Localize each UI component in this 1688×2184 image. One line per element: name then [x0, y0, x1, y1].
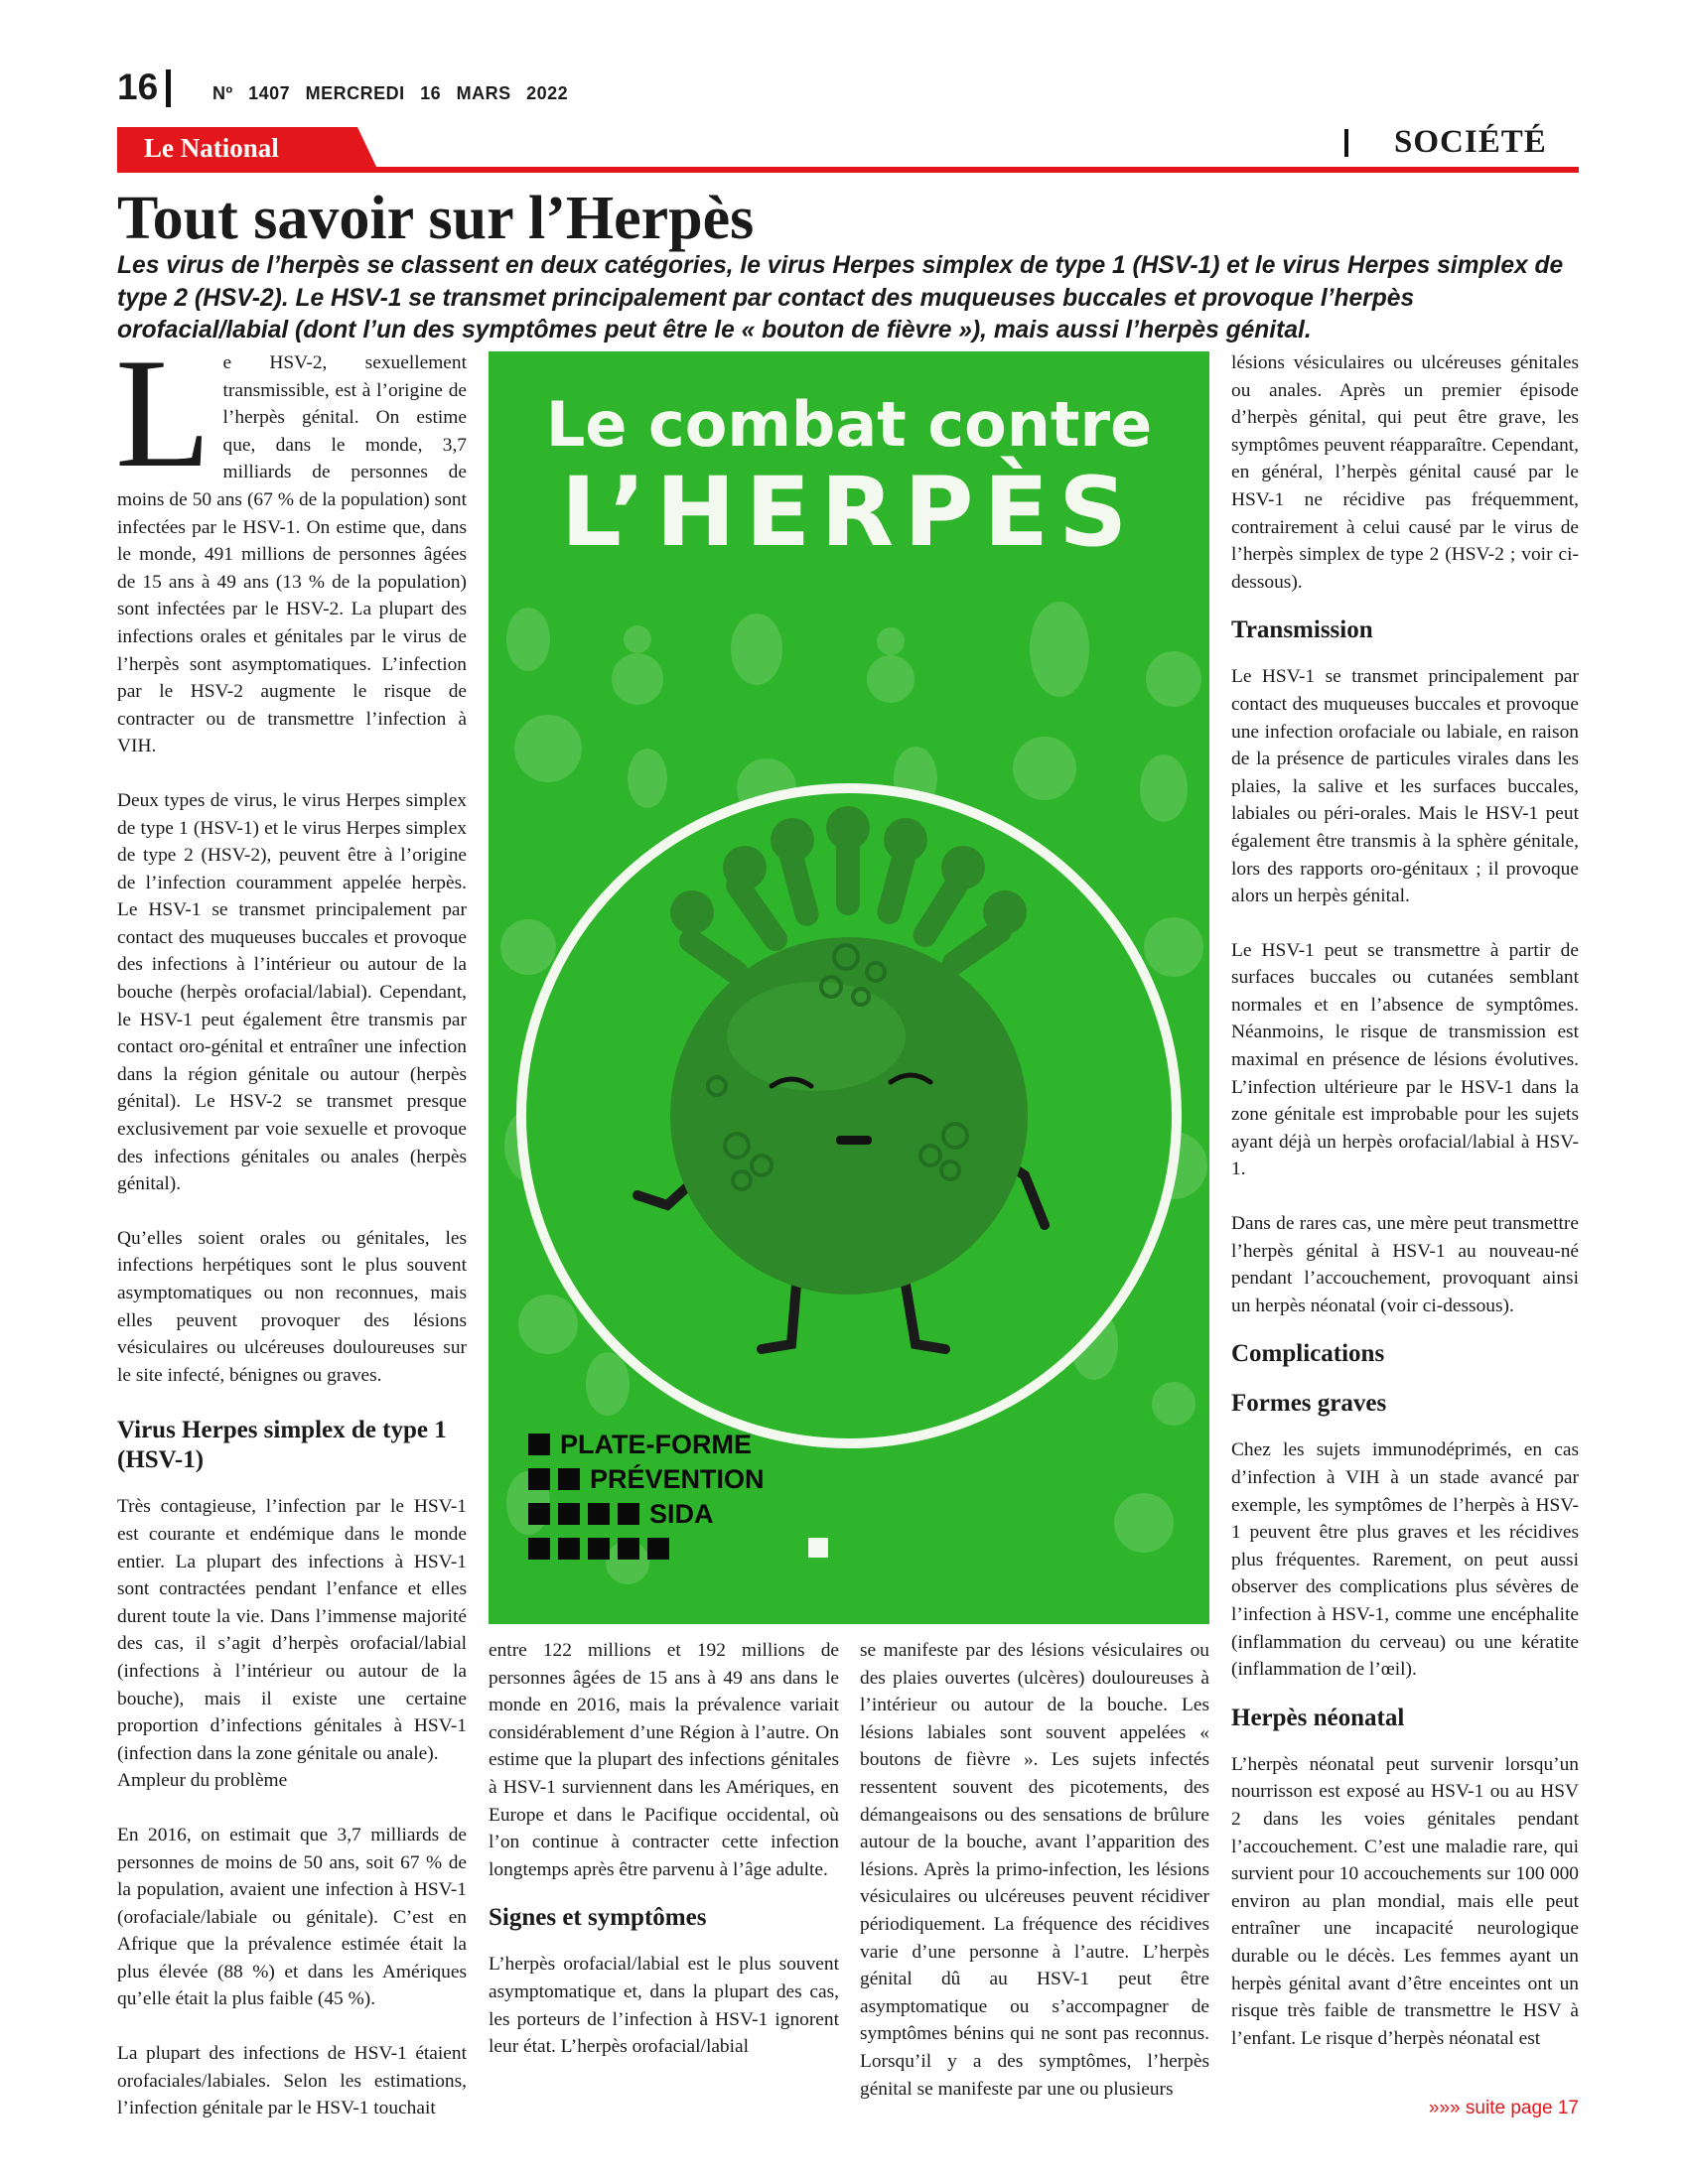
paragraph: lésions vésiculaires ou ulcéreuses génitales ou anales. Après un premier épisode d’herpès génital, qui peut être grave, les symptômes peuvent réapparaître. Cependant, en général, l’herpès génital causé par le HSV-1 ne récidive pas fréquemment, contrairement à celui causé par le virus de l’herpès simplex de type 2 (HSV-2 ; voir ci-dessous).: [1231, 352, 1579, 593]
paragraph: Très contagieuse, l’infection par le HSV-1 est courante et endémique dans le monde entier. La plupart des infections à HSV-1 sont contractées pendant l’enfance et elles durent toute la vie. Dans l’immense majorité des cas, il s’agit d’herpès orofacial/labial (infections à l’intérieur ou autour de la bouche), mais il existe une certaine proportion d’infections génitales à HSV-1 (infection dans la zone génitale ou anale).: [117, 1496, 467, 1764]
rubric-label: Le National: [144, 133, 279, 163]
paragraph: Le HSV-1 peut se transmettre à partir de surfaces buccales ou cutanées semblant normales et en l’absence de symptômes. Néanmoins, le risque de transmission est maximal en présence de lésions évolutives. L’infection ultérieure par le HSV-1 dans la zone génitale est improbable pour les sujets ayant déjà un herpès orofacial/labial à HSV-1.: [1231, 939, 1579, 1180]
section-divider: [1344, 129, 1348, 157]
article-title: Tout savoir sur l’Herpès: [117, 185, 755, 252]
logo-line-2: PRÉVENTION: [590, 1464, 765, 1494]
paragraph: L’herpès orofacial/labial est le plus souvent asymptomatique et, dans la plupart des cas, les porteurs de l’infection à HSV-1 ignorent leur état. L’herpès orofacial/labial: [489, 1954, 839, 2058]
poster-line-2: L’HERPÈS: [560, 457, 1138, 568]
subheading-complications: Complications: [1231, 1340, 1385, 1368]
logo-line-3: SIDA: [649, 1499, 714, 1529]
logo-line-1: PLATE-FORME: [560, 1430, 752, 1459]
subheading-formes-graves: Formes graves: [1231, 1390, 1387, 1418]
subheading-signes: Signes et symptômes: [489, 1904, 707, 1932]
page-number: 16: [117, 67, 159, 107]
paragraph: Dans de rares cas, une mère peut transmettre l’herpès génital à HSV-1 au nouveau-né pendant l’accouchement, provoquant ainsi un herpès néonatal (voir ci-dessous).: [1231, 1213, 1579, 1316]
paragraph: Deux types de virus, le virus Herpes simplex de type 1 (HSV-1) et le virus Herpes simplex de type 2 (HSV-2), peuvent être à l’origine de l’infection couramment appelée herpès. Le HSV-1 se transmet principalement par contact des muqueuses buccales et provoque des infections à l’intérieur ou autour de la bouche (herpès orofacial/labial). Cependant, le HSV-1 peut également être transmis par contact oro-génital et entraîner une infection dans la région génitale ou autour (herpès génital). Le HSV-2 se transmet presque exclusivement par voie sexuelle et provoque des infections génitales ou anales (herpès génital).: [117, 789, 467, 1195]
paragraph: Qu’elles soient orales ou génitales, les infections herpétiques sont le plus souvent asymptomatiques ou non reconnues, mais elles peuvent provoquer des lésions vésiculaires ou ulcéreuses douloureuses sur le site infecté, bénignes ou graves.: [117, 1227, 467, 1386]
section-label: SOCIÉTÉ: [1394, 124, 1547, 160]
issue-date: Nº 1407 MERCREDI 16 MARS 2022: [212, 83, 569, 103]
drop-cap: L: [115, 327, 211, 500]
continued-link[interactable]: »»» suite page 17: [1428, 2098, 1579, 2118]
paragraph: La plupart des infections de HSV-1 étaient orofaciales/labiales. Selon les estimations, l’infection génitale par le HSV-1 touchait: [117, 2043, 467, 2119]
paragraph: L’herpès néonatal peut survenir lorsqu’un nourrisson est exposé au HSV-1 ou au HSV 2 dans les voies génitales pendant l’accouchement. C’est une maladie rare, qui survient pour 10 accouchements sur 100 000 environ au plan mondial, mais elle peut entraîner une incapacité neurologique durable ou le décès. Les femmes ayant un herpès génital avant d’être enceintes ont un risque très faible de transmettre le HSV à l’enfant. Le risque d’herpès néonatal est: [1231, 1753, 1579, 2049]
poster-line-1: Le combat contre: [545, 388, 1153, 461]
paragraph: Chez les sujets immunodéprimés, en cas d’infection à VIH à un stade avancé par exemple, les symptômes de l’herpès à HSV-1 peuvent être plus graves et les récidives plus fréquentes. Rarement, on peut aussi observer des complications plus sévères de l’infection à HSV-1, comme une encéphalite (inflammation du cerveau) ou une kératite (inflammation de l’œil).: [1231, 1439, 1579, 1681]
paragraph: entre 122 millions et 192 millions de personnes âgées de 15 ans à 49 ans dans le monde en 2016, mais la prévalence variait considérablement d’une Région à l’autre. On estime que la plupart des infections génitales à HSV-1 surviennent dans les Amériques, en Europe et dans le Pacifique occidental, où l’on continue à contracter cette infection longtemps après être parvenu à l’âge adulte.: [489, 1640, 839, 1880]
paragraph: Le HSV-1 se transmet principalement par contact des muqueuses buccales et provoque une infection orofaciale ou labiale, en raison de la présence de particules virales dans les plaies, la salive et les surfaces buccales, labiales ou péri-orales. Mais le HSV-1 peut également être transmis à la sphère génitale, lors des rapports oro-génitaux ; il provoque alors un herpès génital.: [1231, 666, 1579, 907]
poster-image: [489, 351, 1209, 1624]
column-3: [860, 1637, 1209, 2129]
paragraph: se manifeste par des lésions vésiculaires ou des plaies ouvertes (ulcères) douloureuses à l’intérieur ou autour de la bouche. Les lésions labiales sont souvent appelées « boutons de fièvre ». Les sujets infectés ressentent souvent des picotements, des démangeaisons ou des sensations de brûlure autour de la bouche, avant l’apparition des lésions. Après la primo-infection, les lésions vésiculaires ou ulcéreuses peuvent récidiver périodiquement. La fréquence des récidives varie d’une personne à l’autre. L’herpès génital dû au HSV-1 peut être asymptomatique ou s’accompagner de symptômes bénins qui ne sont pas reconnus. Lorsqu’il y a des symptômes, l’herpès génital se manifeste par une ou plusieurs: [860, 1640, 1209, 2100]
article-lead: Les virus de l’herpès se classent en deux catégories, le virus Herpes simplex de type 1 (HSV-1) et le virus Herpes simplex de type 2 (HSV-2). Le HSV-1 se transmet principalement par contact des muqueuses buccales et provoque l’herpès orofacial/labial (dont l’un des symptômes peut être le « bouton de fièvre »), mais aussi l’herpès génital.: [117, 252, 1564, 343]
header-rule: [117, 167, 1579, 173]
column-1: [115, 327, 467, 2149]
subheading-hsv1: Virus Herpes simplex de type 1 (HSV-1): [117, 1417, 447, 1474]
paragraph-subhead: Ampleur du problème: [117, 1770, 288, 1792]
paragraph: Le HSV-2, sexuellement transmissible, est à l’origine de l’herpès génital. On estime que, dans le monde, 3,7 milliards de personnes de moins de 50 ans (67 % de la population) sont infectées par le HSV-1. On estime que, dans le monde, 491 millions de personnes âgées de 15 ans à 49 ans (13 % de la population) sont infectées par le HSV-2. La plupart des infections orales et génitales par le virus de l’herpès sont asymptomatiques. L’infection par le HSV-2 augmente le risque de contracter ou de transmettre l’infection à VIH.: [115, 327, 467, 757]
column-4: [1231, 349, 1579, 2079]
column-2: [489, 1637, 839, 2088]
page-number-divider: [166, 69, 171, 107]
subheading-herpes-neonatal: Herpès néonatal: [1231, 1704, 1405, 1731]
paragraph: En 2016, on estimait que 3,7 milliards de personnes de moins de 50 ans, soit 67 % de la population, avaient une infection à HSV-1 (orofaciale/labiale ou génitale). C’est en Afrique que la prévalence estimée était la plus élevée (88 %) et dans les Amériques qu’elle était la plus faible (45 %).: [117, 1824, 467, 2010]
subheading-transmission: Transmission: [1231, 616, 1373, 644]
